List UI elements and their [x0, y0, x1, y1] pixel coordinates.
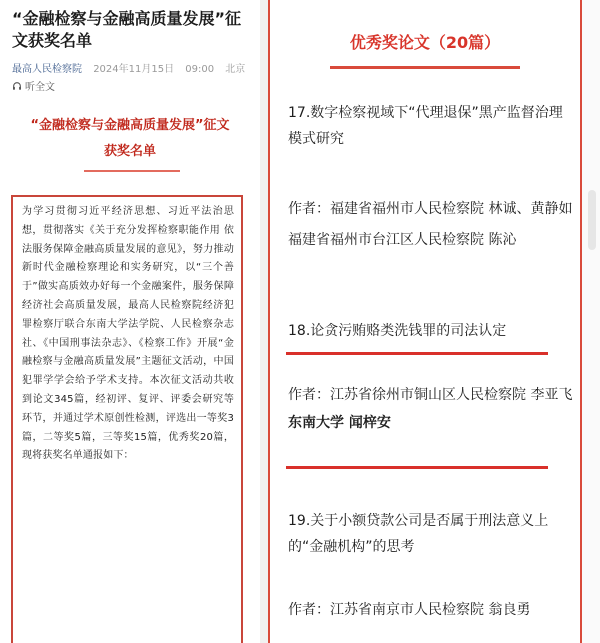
- list-item: [288, 508, 576, 560]
- list-item: [288, 318, 576, 344]
- author-line: 作者：福建省福州市人民检察院 林诚、黄静如: [288, 201, 573, 217]
- author-line: 福建省福州市台江区人民检察院 陈沁: [288, 232, 517, 248]
- intro-paragraph: 为学习贯彻习近平经济思想、习近平法治思想，贯彻落实《关于充分发挥检察职能作用 依法服务保障金融高质量发展的意见》，努力推动新时代金融检察理论和实务研究，以“三个善于”做实高质效办好每一个金融案件，服务保障经济社会高质量发展，最高人民检察院经济犯罪检察厅联合东南大学法学院、人民检察杂志社、《中国刑事法杂志》、《检察工作》开展“金融检察与金融高质量发展”主题征文活动，中国犯罪学学会给予学术支持。本次征文活动共收到论文345篇，经初评、复评、评委会研究等环节，并通过学术原创性检测，评选出一等奖3篇，二等奖5篇，三等奖15篇，优秀奖20篇，现将获奖名单通报如下：: [22, 206, 234, 462]
- section-title: 优秀奖论文（20篇）: [349, 33, 501, 52]
- headphones-icon: [12, 81, 22, 91]
- intro-text-box: [11, 195, 243, 643]
- award-list-heading: [20, 113, 240, 165]
- scroll-thumb[interactable]: [588, 190, 596, 250]
- list-item-authors: [288, 597, 576, 623]
- heading-divider: [84, 170, 180, 172]
- section-title-underline: [330, 66, 520, 69]
- author-line: 作者：江苏省南京市人民检察院 翁良勇: [288, 602, 531, 618]
- article-panel: [0, 0, 260, 643]
- article-title: “金融检察与金融高质量发展”征文获奖名单: [12, 9, 242, 50]
- paper-title: 19.关于小额贷款公司是否属于刑法意义上的“金融机构”的思考: [288, 513, 549, 555]
- list-item: [288, 100, 576, 152]
- article-meta: [12, 60, 252, 75]
- source-link[interactable]: 最高人民检察院: [12, 64, 82, 75]
- publish-date: 2024年11月15日: [93, 64, 175, 75]
- publish-time: 09:00: [185, 64, 215, 75]
- heading-line-2: 获奖名单: [103, 144, 156, 159]
- heading-line-1: “金融检察与金融高质量发展”征文: [30, 118, 230, 133]
- highlight-underline: [286, 466, 548, 469]
- listen-button[interactable]: [12, 78, 55, 93]
- paper-title: 18.论贪污贿赂类洗钱罪的司法认定: [288, 323, 507, 339]
- list-item-authors: [288, 382, 576, 436]
- panel-divider: [260, 0, 268, 643]
- paper-title: 17.数字检察视域下“代理退保”黑产监督治理模式研究: [288, 105, 563, 147]
- author-line: 东南大学 闻梓安: [288, 415, 391, 431]
- listen-label: 听全文: [25, 82, 55, 93]
- scroll-gutter: [582, 0, 600, 643]
- award-list-panel: [268, 0, 582, 643]
- publish-location: 北京: [225, 64, 246, 75]
- list-item-authors: [288, 196, 576, 253]
- highlight-underline: [286, 352, 548, 355]
- author-line: 作者：江苏省徐州市铜山区人民检察院 李亚飞: [288, 387, 573, 403]
